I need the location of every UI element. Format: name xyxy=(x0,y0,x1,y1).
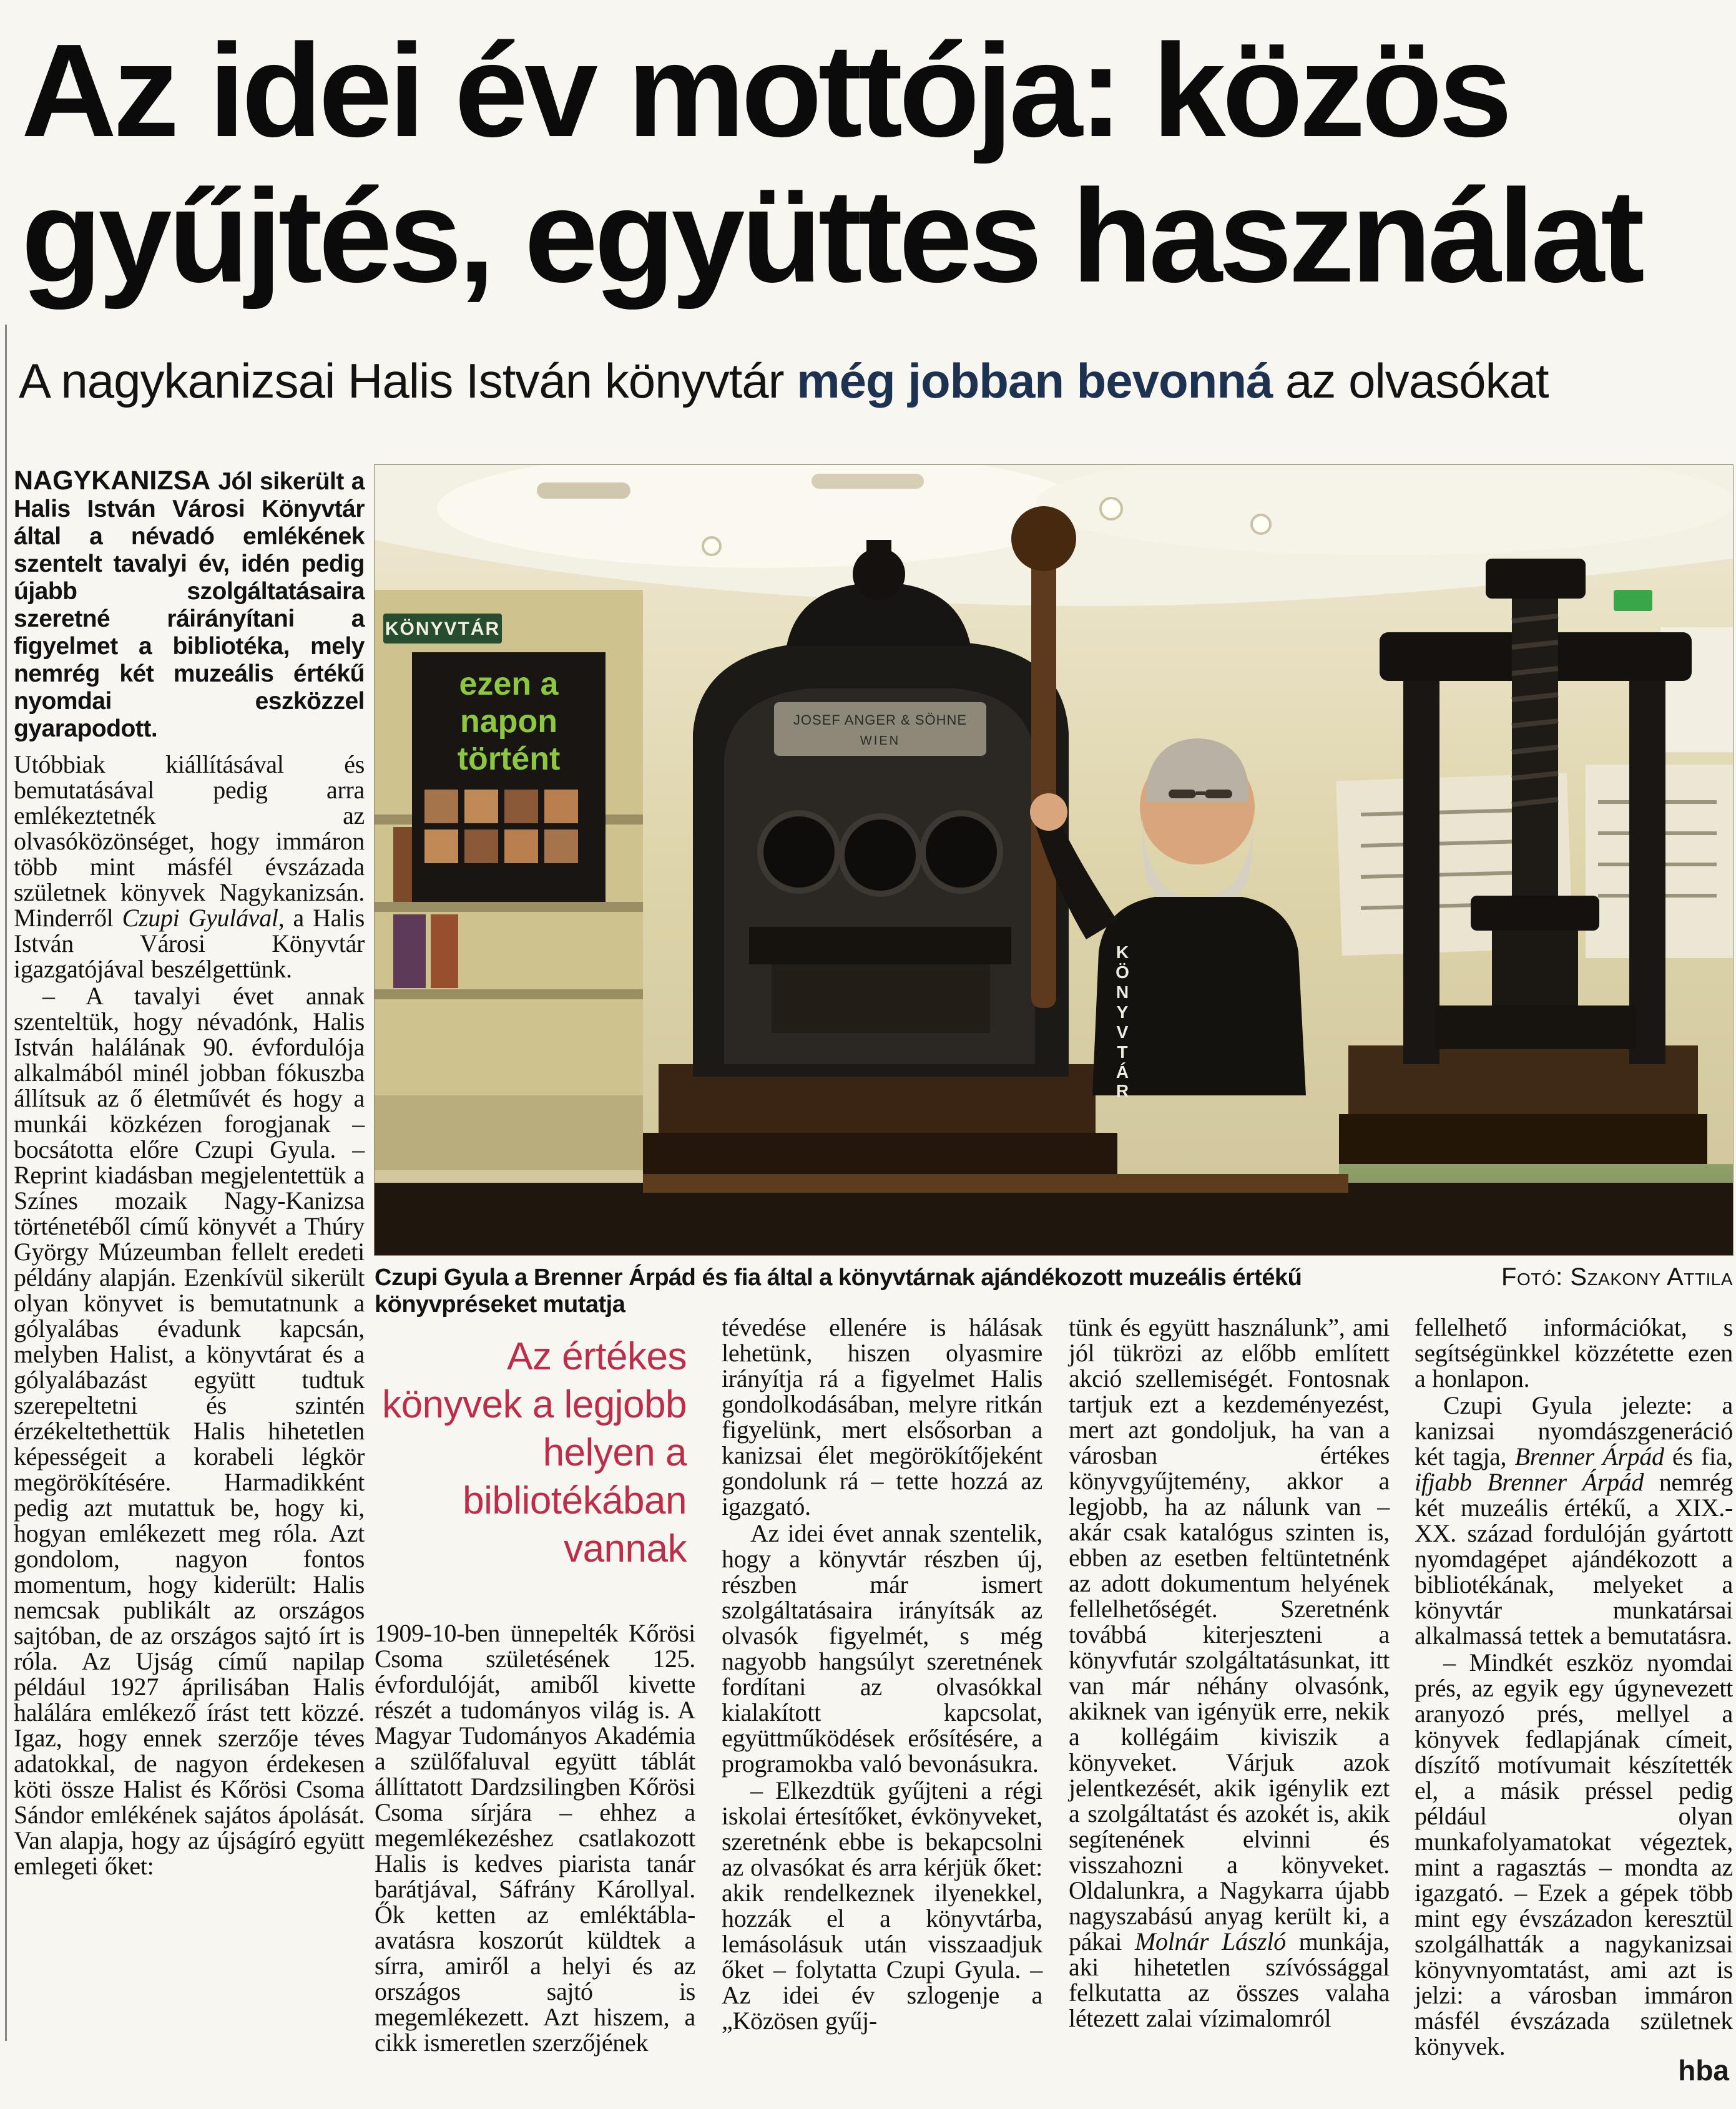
photo-credit: Fotó: Szakony Attila xyxy=(1501,1263,1733,1291)
paragraph: Czupi Gyula jelezte: a kanizsai nyomdászgeneráció két tagja, Brenner Árpád és fia, ifjabb Brenner Árpád nemrég két muzeális értékű, a XIX.-XX. század fordulóján gyártott nyomdagépet ajándékozott a bibliotékának, melyeket a könyvtár munkatársai alkalmassá tettek a bemutatásra. xyxy=(1415,1391,1733,1650)
svg-text:KÖNYVTÁR: KÖNYVTÁR xyxy=(385,619,501,639)
article-headline xyxy=(21,17,1725,308)
press-casting-holes xyxy=(760,813,1000,894)
headline-line1: Az idei év mottója: közös xyxy=(21,16,1509,164)
article-subhead xyxy=(19,353,1729,409)
author-signature: hba xyxy=(1678,2054,1729,2087)
body-column-1 xyxy=(14,467,365,2090)
paragraph: tévedése ellenére is hálásak lehetünk, hiszen olyasmire irányítja rá a figyelmet Halis gondolkodásában, melyre ritkán figyelünk, mert elsősorban a kanizsai élet megörökítőjeként gondolunk rá – tette hozzá az igazgató. xyxy=(722,1313,1042,1520)
man-vertical-badge xyxy=(1116,942,1129,1100)
event-poster xyxy=(412,652,606,902)
paragraph: Az idei évet annak szentelik, hogy a könyvtár részben új, részben már ismert szolgáltatásaira irányítsák az olvasók figyelmét, s még nagyobb hangsúlyt szeretnének fordítani az olvasókkal kialakított kapcsolat, együttműködések erősítésére, a programokba való bevonásukra. xyxy=(722,1519,1042,1778)
pull-quote: Az értékes könyvek a legjobb helyen a bibliotékában vannak xyxy=(382,1335,687,1570)
photo-bottom-shadow xyxy=(375,1183,1733,1255)
photo-caption: Czupi Gyula a Brenner Árpád és fia által a könyvtárnak ajándékozott muzeális értékű könyvpréseket mutatja xyxy=(375,1265,1302,1318)
exit-sign xyxy=(1614,590,1652,611)
photo-caption-row xyxy=(375,1263,1733,1318)
paragraph: – Mindkét eszköz nyomdai prés, az egyik egy úgynevezett aranyozó prés, mellyel a könyvek fedlapjának címeit, díszítő motívumait készítették el, a másik préssel pedig például olyan munkafolyamatokat végeztek, mint a ragasztás – mondta az igazgató. – Ezek a gépek több mint egy évszázadon keresztül szolgálhatták a nagykanizsai könyvnyomtatást, ami azt is jelzi: a városban immáron másfél évszázada születnek könyvek. xyxy=(1415,1648,1733,2060)
svg-text:JOSEF ANGER & SÖHNE: JOSEF ANGER & SÖHNE xyxy=(793,712,968,728)
body-column-5 xyxy=(1415,1314,1733,2102)
svg-text:WIEN: WIEN xyxy=(860,734,901,748)
svg-text:N: N xyxy=(1116,982,1129,1002)
svg-text:V: V xyxy=(1116,1022,1129,1042)
svg-text:történt: történt xyxy=(457,741,561,777)
paragraph: Utóbbiak kiállításával és bemutatásával pedig arra emlékeztetnék az olvasóközönséget, hogy immáron több mint másfél évszázada születnek könyvek Nagykanizsán. Minderről Czupi Gyulával, a Halis István Városi Könyvtár igazgatójával beszélgettünk. xyxy=(14,750,365,983)
svg-text:T: T xyxy=(1117,1042,1128,1062)
photo-left-shelves xyxy=(375,590,643,1170)
svg-text:Y: Y xyxy=(1116,1002,1129,1022)
svg-text:R: R xyxy=(1116,1081,1129,1100)
body-column-2 xyxy=(375,1620,695,2102)
paragraph: NAGYKANIZSA Jól sikerült a Halis István Városi Könyvtár által a névadó emlékének szentelt tavalyi év, idén pedig újabb szolgáltatásaira szeretné ráirányítani a figyelmet a bibliotéka, mely nemrég két muzeális értékű nyomdai eszközzel gyarapodott. xyxy=(14,466,365,742)
paragraph: – Elkezdtük gyűjteni a régi iskolai értesítőket, évkönyveket, szeretnénk ebbe is bekapcsolni az olvasókat és arra kérjük őket: akik rendelkeznek ilyenekkel, hozzák el a könyvtárba, lemásolásuk után visszaadjuk őket – folytatta Czupi Gyula. – Az idei év szlogenje a „Közösen gyűj- xyxy=(722,1776,1042,2035)
subhead-post: az olvasókat xyxy=(1272,353,1549,408)
subhead-emphasis: még jobban bevonná xyxy=(797,353,1273,408)
paragraph: fellelhető információkat, s segítségünkkel közzétette ezen a honlapon. xyxy=(1415,1313,1733,1392)
svg-text:napon: napon xyxy=(460,703,557,740)
press-plate xyxy=(774,702,986,756)
body-column-3 xyxy=(722,1314,1042,2102)
paragraph: tünk és együtt használunk”, ami jól tükrözi az előbb említett akció szellemiségét. Fontosnak tartjuk ezt a kezdeményezést, mert azt gondoljuk, ha van a városban értékes könyvgyűjtemény, akkor a legjobb, ha az nálunk van – akár csak katalógus szinten is, ebben az esetben feltüntetnénk az adott dokumentum helyének fellelhetőségét. Szeretnénk továbbá kiterjeszteni a könyvfutár szolgáltatásunkat, itt van már néhány olvasónk, akiknek van igényük erre, nekik a kollégáim kiviszik a könyveket. Várjuk azok jelentkezését, akik igénylik ezt a szolgáltatást és azokét is, akik segítenének elvinni és visszahozni a könyveket. Oldalunkra, a Nagykarra újabb nagyszabású anyag került ki, a pákai Molnár László munkája, aki hihetetlen szívóssággal felkutatta az összes valaha létezett zalai vízimalomról xyxy=(1069,1313,1390,2032)
svg-text:Á: Á xyxy=(1116,1062,1129,1082)
body-column-4 xyxy=(1069,1314,1390,2102)
svg-text:K: K xyxy=(1116,942,1129,962)
paragraph: 1909-10-ben ünnepelték Kőrösi Csoma születésének 125. évfordulóját, amiből kivette részét a tudományos világ is. A Magyar Tudományos Akadémia a szülőfaluval együtt táblát állíttatott Dardzsilingben Kőrösi Csoma sírjára – ehhez a megemlékezéshez csatlakozott Halis is kedves piarista tanár barátjával, Sáfrány Károllyal. Ők ketten az emléktábla-avatásra koszorút küldtek a sírra, amiről a helyi és az országos sajtó is megemlékezett. Azt hiszem, a cikk ismeretlen szerzőjének xyxy=(375,1619,695,2057)
subhead-pre: A nagykanizsai Halis István könyvtár xyxy=(19,353,797,408)
headline-line2: gyűjtés, együttes használat xyxy=(21,162,1641,310)
svg-text:Ö: Ö xyxy=(1116,962,1129,982)
svg-text:ezen a: ezen a xyxy=(459,666,559,702)
paragraph: – A tavalyi évet annak szenteltük, hogy névadónk, Halis István halálának 90. évfordulója alkalmából minél jobban fókuszba állítsuk az ő életművét és hogy a munkái közkézen forogjanak – bocsátotta előre Czupi Gyula. – Reprint kiadásban megjelentettük a Színes mozaik Nagy-Kanizsa történetéből című könyvét a Thúry György Múzeumban fellelt eredeti példány alapján. Ezenkívül sikerült olyan könyvet is bemutatnunk a gólyalábas évadunk kapcsán, melyben Halist, a könyvtárat és a gólyalábazást együtt tudtuk szerepeltetni és szintén érzékeltethettük Halis hihetetlen képességeit a korabeli légkör megörökítésére. Harmadikként pedig azt mutattuk be, hogy ki, hogyan emlékezett meg róla. Azt gondolom, nagyon fontos momentum, hogy kiderült: Halis nemcsak publikált az országos sajtóban, de az országos sajtó írt is róla. Az Ujság című napilap például 1927 áprilisában Halis halálára emlékező írást tett közzé. Igaz, hogy ennek szerzője téves adatokkal, de nagyon érdekesen köti össze Halist és Kőrösi Csoma Sándor emlékének sajátos ápolását. Van alapja, hogy az újságíró együtt emlegeti őket: xyxy=(14,982,365,1880)
scan-edge-line xyxy=(5,325,7,2041)
article-photo xyxy=(375,465,1733,1255)
